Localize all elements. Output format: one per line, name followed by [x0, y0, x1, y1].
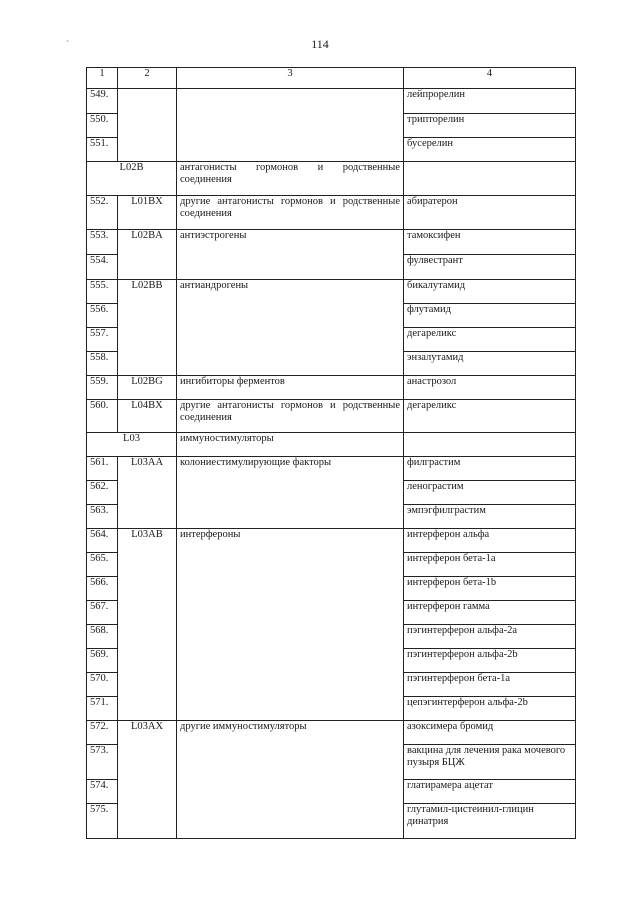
row-number: 563. — [87, 505, 118, 529]
page-number: 114 — [311, 37, 329, 51]
table-row — [87, 376, 576, 400]
drug-name: пэгинтерферон бета-1а — [404, 673, 576, 697]
row-number: 565. — [87, 553, 118, 577]
drug-name: филграстим — [404, 457, 576, 481]
drug-name: тамоксифен — [404, 230, 576, 255]
drug-name: лейпрорелин — [404, 89, 576, 114]
atc-code: L03AX — [118, 721, 177, 839]
row-number: 568. — [87, 625, 118, 649]
drug-name: интерферон гамма — [404, 601, 576, 625]
atc-code: L02B — [87, 162, 177, 196]
drug-name: вакцина для лечения рака мочевого пузыря БЦЖ — [404, 745, 576, 780]
row-number: 562. — [87, 481, 118, 505]
drug-name: интерферон бета-1b — [404, 577, 576, 601]
row-number: 554. — [87, 255, 118, 280]
drug-name: глутамил-цистеинил-глицин динатрия — [404, 804, 576, 839]
drug-name: глатирамера ацетат — [404, 780, 576, 804]
row-number: 564. — [87, 529, 118, 553]
row-number: 559. — [87, 376, 118, 400]
drug-name: интерферон альфа — [404, 529, 576, 553]
drug-name: бикалутамид — [404, 280, 576, 304]
drug-name: энзалутамид — [404, 352, 576, 376]
row-number: 574. — [87, 780, 118, 804]
row-number: 570. — [87, 673, 118, 697]
drug-name: абиратерон — [404, 196, 576, 230]
drug-name: интерферон бета-1а — [404, 553, 576, 577]
group-name: другие антагонисты гормонов и родственные соединения — [177, 196, 404, 230]
table-row — [87, 721, 576, 745]
group-name: антиандрогены — [177, 280, 404, 376]
header-col-4: 4 — [404, 68, 576, 89]
table-row — [87, 457, 576, 481]
atc-code: L02BB — [118, 280, 177, 376]
atc-code: L02BG — [118, 376, 177, 400]
table-row — [87, 529, 576, 553]
row-number: 557. — [87, 328, 118, 352]
row-number: 561. — [87, 457, 118, 481]
scan-mark: ` — [66, 40, 70, 51]
atc-code: L03AA — [118, 457, 177, 529]
row-number: 550. — [87, 114, 118, 138]
row-number: 575. — [87, 804, 118, 839]
group-name: антагонисты гормонов и родственные соединения — [177, 162, 404, 196]
group-name: колониестимулирующие факторы — [177, 457, 404, 529]
drug-name: цепэгинтерферон альфа-2b — [404, 697, 576, 721]
row-number: 555. — [87, 280, 118, 304]
group-name: интерфероны — [177, 529, 404, 721]
row-number: 573. — [87, 745, 118, 780]
atc-code: L03 — [87, 433, 177, 457]
row-number: 572. — [87, 721, 118, 745]
atc-code: L02BA — [118, 230, 177, 280]
drug-name: эмпэгфилграстим — [404, 505, 576, 529]
row-number: 567. — [87, 601, 118, 625]
atc-code: L04BX — [118, 400, 177, 433]
drug-name: флутамид — [404, 304, 576, 328]
atc-code-cell — [118, 89, 177, 162]
row-number: 569. — [87, 649, 118, 673]
table-row-section — [87, 162, 576, 196]
drug-table — [86, 67, 576, 839]
drug-name: пэгинтерферон альфа-2а — [404, 625, 576, 649]
header-col-3: 3 — [177, 68, 404, 89]
group-name: другие антагонисты гормонов и родственные соединения — [177, 400, 404, 433]
atc-code: L01BX — [118, 196, 177, 230]
row-number: 556. — [87, 304, 118, 328]
drug-name — [404, 162, 576, 196]
row-number: 558. — [87, 352, 118, 376]
drug-name: пэгинтерферон альфа-2b — [404, 649, 576, 673]
table-row — [87, 196, 576, 230]
group-name: ингибиторы ферментов — [177, 376, 404, 400]
table-row-section — [87, 433, 576, 457]
drug-name: дегареликс — [404, 328, 576, 352]
drug-name: бусерелин — [404, 138, 576, 162]
table-row — [87, 230, 576, 255]
group-name: иммуностимуляторы — [177, 433, 404, 457]
table-header-row — [87, 68, 576, 89]
table-row — [87, 89, 576, 114]
drug-name: анастрозол — [404, 376, 576, 400]
drug-name: ленограстим — [404, 481, 576, 505]
row-number: 549. — [87, 89, 118, 114]
row-number: 566. — [87, 577, 118, 601]
drug-name: азоксимера бромид — [404, 721, 576, 745]
header-col-2: 2 — [118, 68, 177, 89]
drug-name: фулвестрант — [404, 255, 576, 280]
group-name: антиэстрогены — [177, 230, 404, 280]
table-row — [87, 400, 576, 433]
group-cell — [177, 89, 404, 162]
table-row — [87, 280, 576, 304]
row-number: 560. — [87, 400, 118, 433]
row-number: 551. — [87, 138, 118, 162]
drug-name: дегареликс — [404, 400, 576, 433]
row-number: 552. — [87, 196, 118, 230]
drug-name — [404, 433, 576, 457]
row-number: 571. — [87, 697, 118, 721]
atc-code: L03AB — [118, 529, 177, 721]
header-col-1: 1 — [87, 68, 118, 89]
drug-name: трипторелин — [404, 114, 576, 138]
group-name: другие иммуностимуляторы — [177, 721, 404, 839]
row-number: 553. — [87, 230, 118, 255]
